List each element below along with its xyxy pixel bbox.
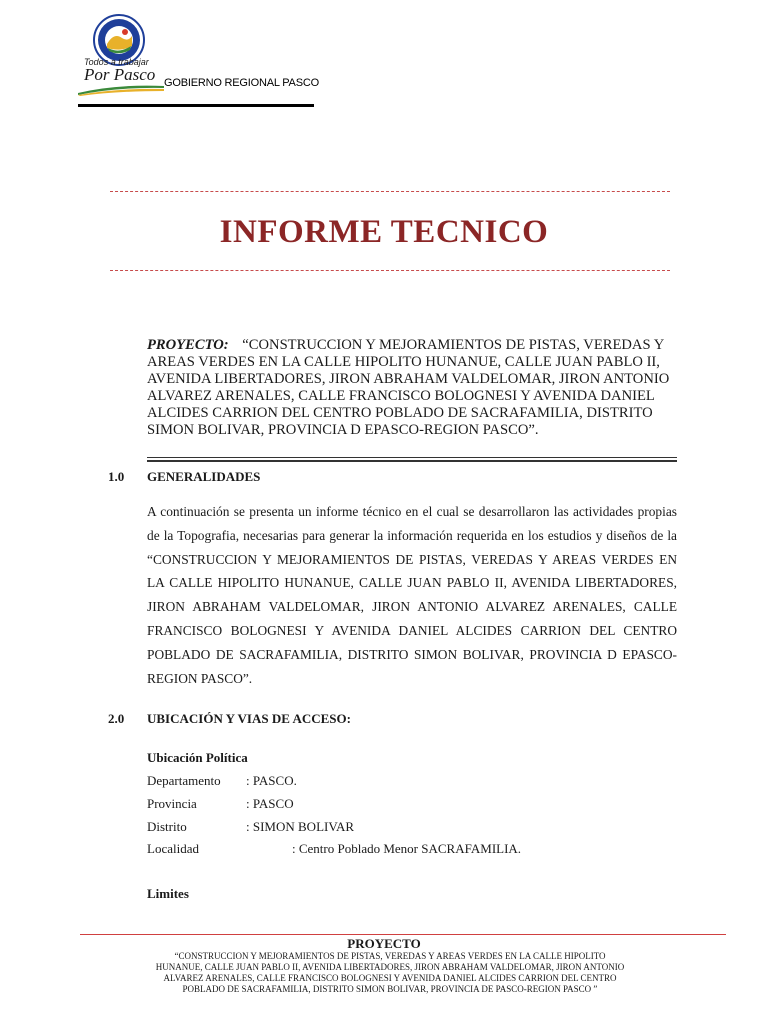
field-label-distrito: Distrito [147,819,187,834]
header-divider [78,104,314,107]
field-value-distrito: : SIMON BOLIVAR [246,819,355,834]
title-dashed-rule-top [110,191,670,192]
logo-slogan-line1: Todos a trabajar [84,57,149,67]
field-value-localidad: : Centro Poblado Menor SACRAFAMILIA. [292,841,522,856]
footer-divider [80,934,726,935]
section-number-1: 1.0 [108,469,125,484]
footer-project-text: “CONSTRUCCION Y MEJORAMIENTOS DE PISTAS, VEREDAS Y AREAS VERDES EN LA CALLE HIPOLITO HUNANUE, CALLE JUAN PABLO II, AVENIDA LIBERTADORES, JIRON ABRAHAM VALDELOMAR, JIRON ANTONIO ALVAREZ ARENALES, CALLE FRANCISCO BOLOGNESI Y AVENIDA DANIEL ALCIDES CARRION DEL CENTRO POBLADO DE SACRAFAMILIA, DISTRITO SIMON BOLIVAR, PROVINCIA DE PASCO-REGION PASCO ” [155,951,625,994]
limites-heading: Limites [147,886,189,901]
generalidades-paragraph: A continuación se presenta un informe técnico en el cual se desarrollaron las actividades propias de la Topografia, necesarias para generar la información requerida en los estudios y diseños de la “CONSTRUCCION Y MEJORAMIENTOS DE PISTAS, VEREDAS Y AREAS VERDES EN LA CALLE HIPOLITO HUNANUE, CALLE JUAN PABLO II, AVENIDA LIBERTADORES, JIRON ABRAHAM VALDELOMAR, JIRON ANTONIO ALVAREZ ARENALES, CALLE FRANCISCO BOLOGNESI Y AVENIDA DANIEL ALCIDES CARRION DEL CENTRO POBLADO DE SACRAFAMILIA, DISTRITO SIMON BOLIVAR, PROVINCIA D EPASCO-REGION PASCO”. [147,504,677,686]
section-number-2: 2.0 [108,711,125,726]
logo-slogan-line2: Por Pasco [84,65,156,84]
organization-name: GOBIERNO REGIONAL PASCO [164,77,319,89]
project-divider [147,457,677,458]
ubicacion-politica-heading: Ubicación Política [147,750,248,765]
section-title-generalidades: GENERALIDADES [147,469,261,484]
project-divider-thick [147,460,677,462]
project-label: PROYECTO: [147,337,229,353]
project-text: “CONSTRUCCION Y MEJORAMIENTOS DE PISTAS, VEREDAS Y AREAS VERDES EN LA CALLE HIPOLITO HUNANUE, CALLE JUAN PABLO II, AVENIDA LIBERTADORES, JIRON ABRAHAM VALDELOMAR, JIRON ANTONIO ALVAREZ ARENALES, CALLE FRANCISCO BOLOGNESI Y AVENIDA DANIEL ALCIDES CARRION DEL CENTRO POBLADO DE SACRAFAMILIA, DISTRITO SIMON BOLIVAR, PROVINCIA D EPASCO-REGION PASCO”. [147,337,670,438]
field-value-departamento: : PASCO. [246,773,297,788]
section-title-ubicacion: UBICACIÓN Y VIAS DE ACCESO: [147,711,351,726]
logo-swoosh [76,82,166,96]
document-title: INFORME TECNICO [219,214,549,250]
field-label-provincia: Provincia [147,796,197,811]
field-value-provincia: : PASCO [246,796,294,811]
title-dashed-rule-bottom [110,270,670,271]
field-label-departamento: Departamento [147,773,221,788]
footer-title: PROYECTO [347,936,421,951]
project-description [147,337,677,438]
field-label-localidad: Localidad [147,841,199,856]
